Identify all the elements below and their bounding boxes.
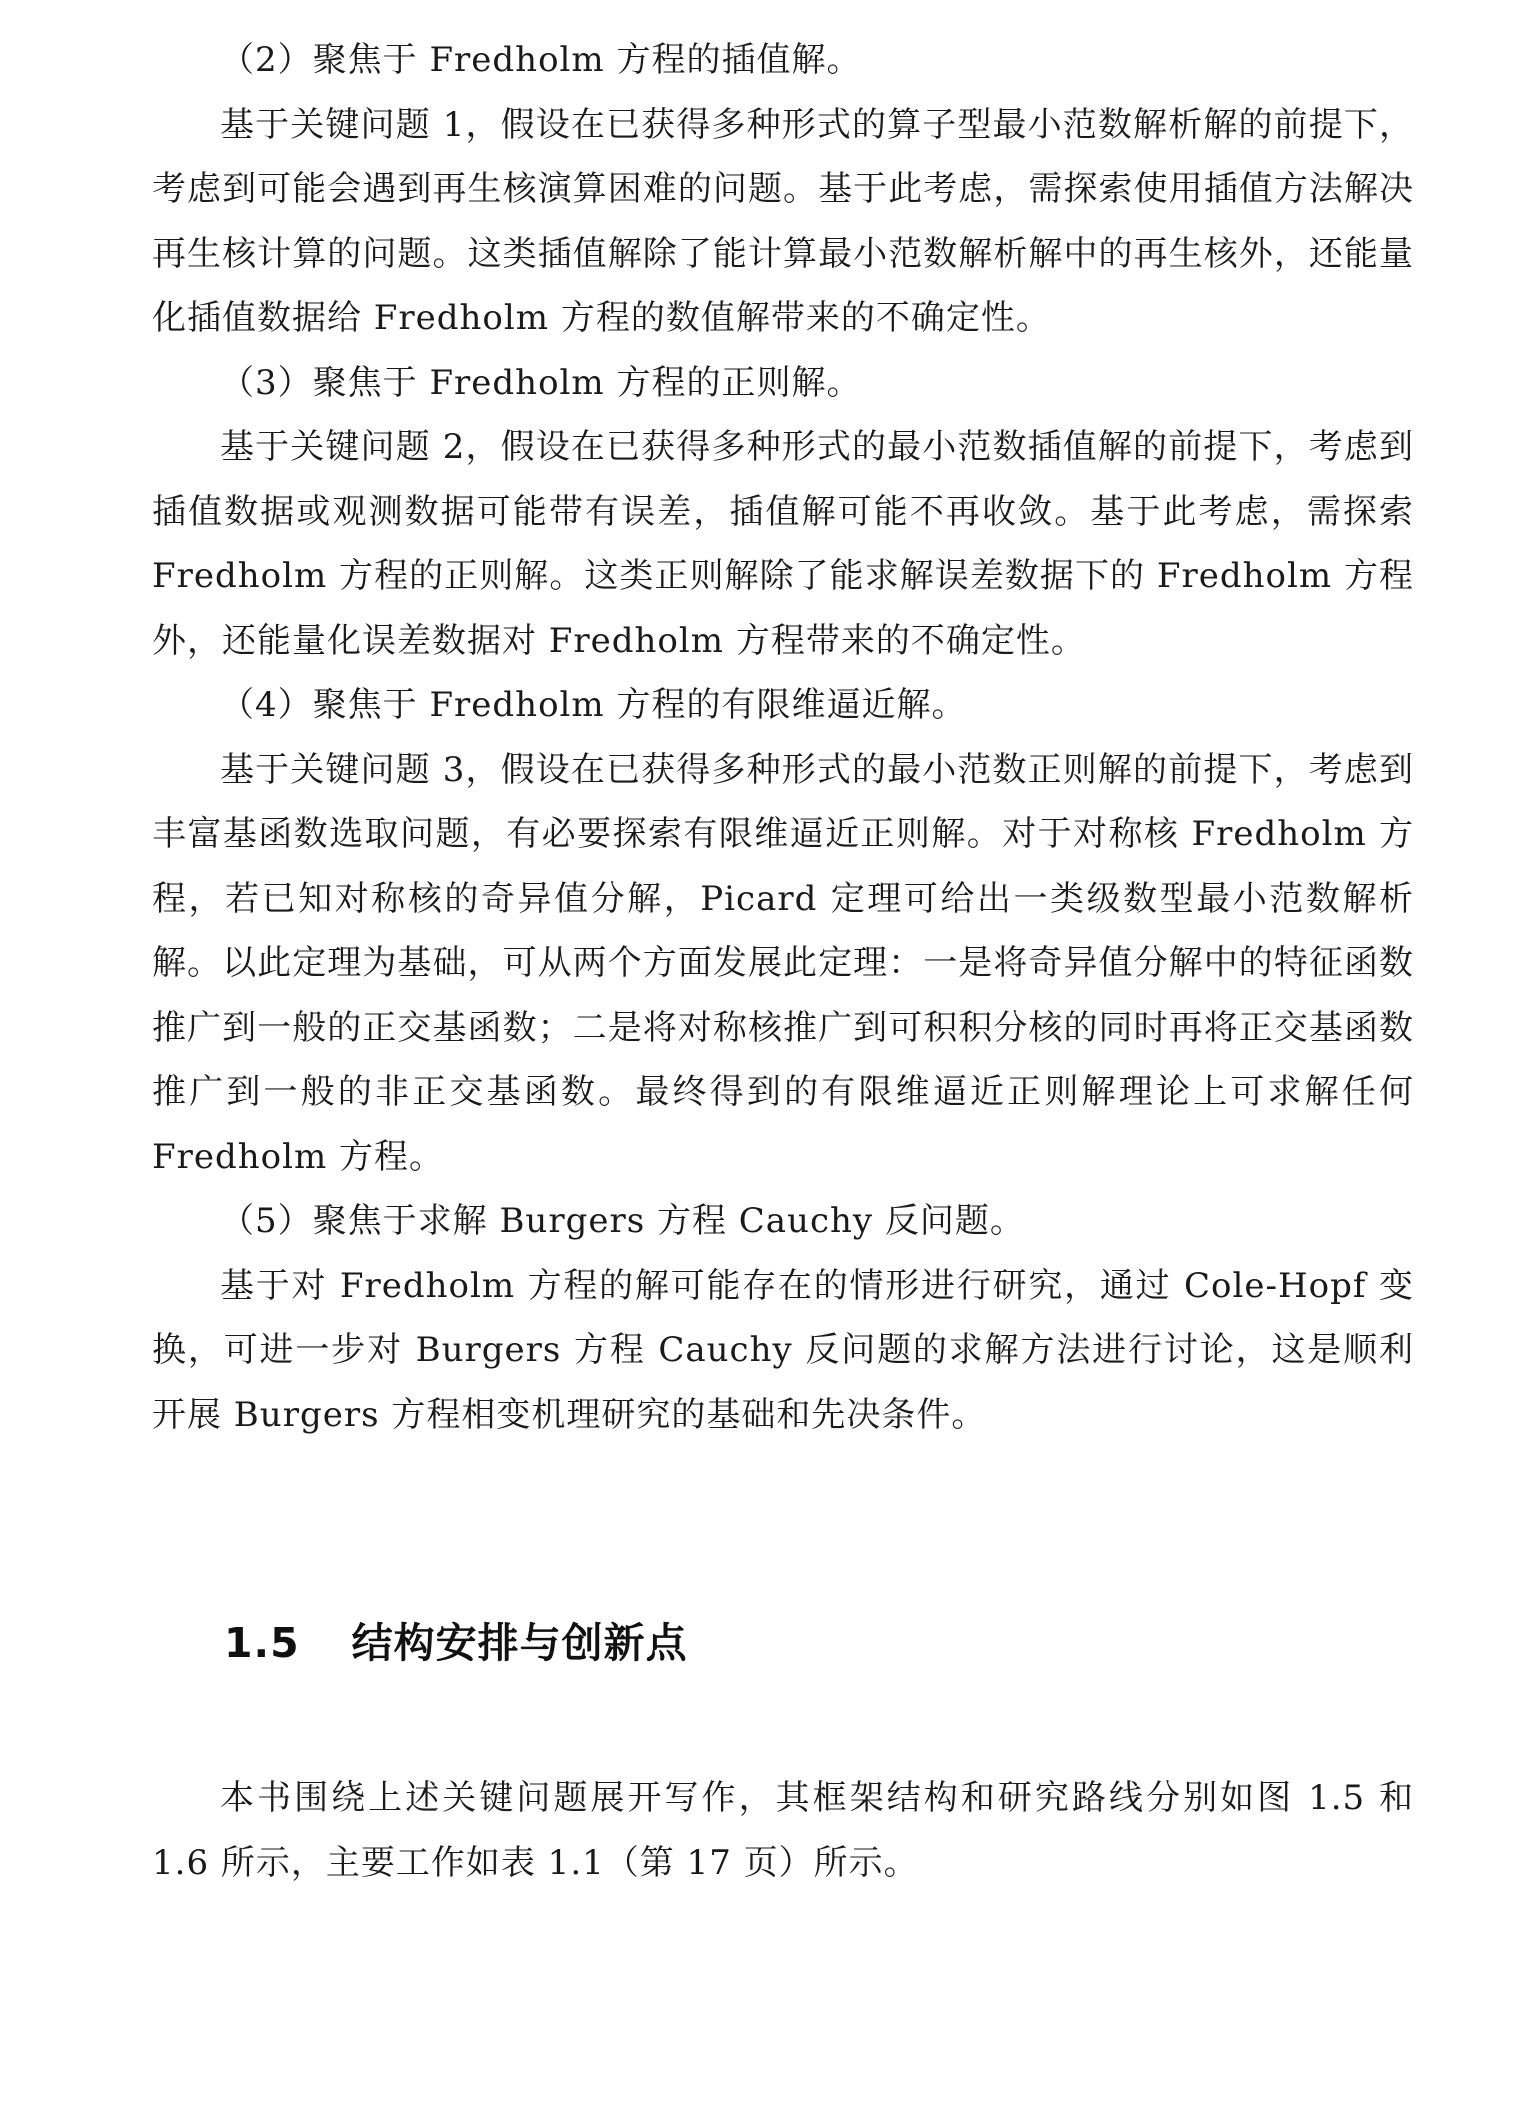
document-page xyxy=(152,28,1414,1883)
list-item-heading-4: （4）聚焦于 Fredholm 方程的有限维逼近解。 xyxy=(220,685,967,725)
list-item-heading-3: （3）聚焦于 Fredholm 方程的正则解。 xyxy=(220,362,862,403)
paragraph-interpolation: 基于关键问题 1，假设在已获得多种形式的算子型最小范数解析解的前提下，考虑到可能会遇到再生核演算困难的问题。基于此考虑，需探索使用插值方法解决再生核计算的问题。这类插值解除了能计算最小范数解析解中的再生核外，还能量化插值数据给 Fredholm 方程的数值解带来的不确定性。 xyxy=(152,104,1414,338)
section-title: 结构安排与创新点 xyxy=(351,1619,688,1667)
paragraph-regularization: 基于关键问题 2，假设在已获得多种形式的最小范数插值解的前提下，考虑到插值数据或观测数据可能带有误差，插值解可能不再收敛。基于此考虑，需探索 Fredholm 方程的正则解。这类正则解除了能求解误差数据下的 Fredholm 方程外，还能量化误差数据对 Fredholm 方程带来的不确定性。 xyxy=(152,427,1414,661)
list-item-heading-5: （5）聚焦于求解 Burgers 方程 Cauchy 反问题。 xyxy=(220,1201,1025,1241)
section-heading xyxy=(224,1610,688,1669)
section-body xyxy=(152,1766,1414,1895)
body-text xyxy=(152,28,1414,1447)
paragraph-burgers: 基于对 Fredholm 方程的解可能存在的情形进行研究，通过 Cole-Hopf 变换，可进一步对 Burgers 方程 Cauchy 反问题的求解方法进行讨论，这是顺利开展 Burgers 方程相变机理研究的基础和先决条件。 xyxy=(152,1265,1414,1435)
list-item-heading-2: （2）聚焦于 Fredholm 方程的插值解。 xyxy=(220,40,862,80)
paragraph-finite-dimensional: 基于关键问题 3，假设在已获得多种形式的最小范数正则解的前提下，考虑到丰富基函数选取问题，有必要探索有限维逼近正则解。对于对称核 Fredholm 方程，若已知对称核的奇异值分解，Picard 定理可给出一类级数型最小范数解析解。以此定理为基础，可从两个方面发展此定理：一是将奇异值分解中的特征函数推广到一般的正交基函数；二是将对称核推广到可积积分核的同时再将正交基函数推广到一般的非正交基函数。最终得到的有限维逼近正则解理论上可求解任何 Fredholm 方程。 xyxy=(152,749,1414,1177)
section-number: 1.5 xyxy=(224,1619,300,1667)
paragraph-structure-overview: 本书围绕上述关键问题展开写作，其框架结构和研究路线分别如图 1.5 和 1.6 所示，主要工作如表 1.1（第 17 页）所示。 xyxy=(152,1778,1414,1883)
